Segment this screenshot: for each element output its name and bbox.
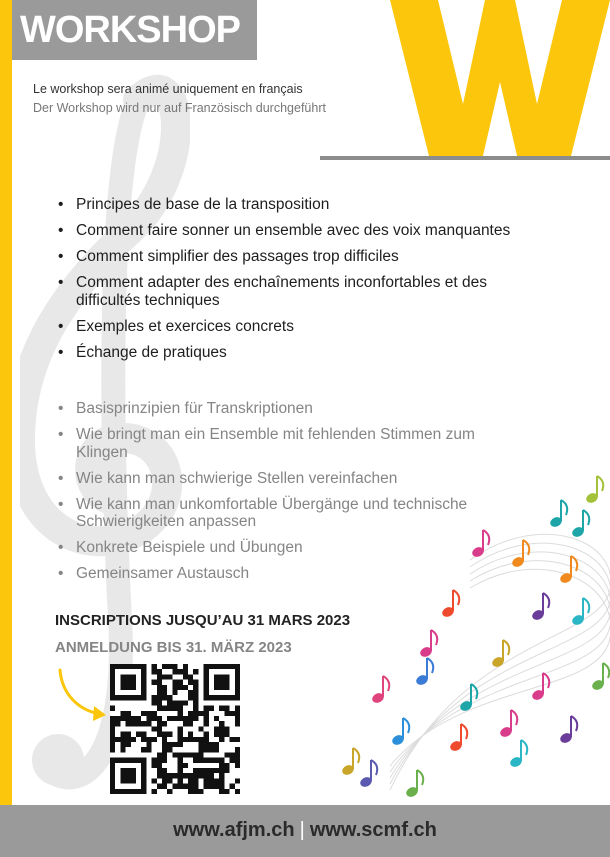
footer-separator: | — [299, 819, 305, 841]
list-item: • Exemples et exercices concrets — [55, 318, 525, 336]
subtitle-de: Der Workshop wird nur auf Französisch durchgeführt — [33, 101, 326, 115]
registration-deadline-de: ANMELDUNG BIS 31. MÄRZ 2023 — [55, 639, 292, 656]
music-note-icon — [391, 718, 410, 747]
footer-links — [173, 819, 437, 842]
music-note-icon — [471, 530, 490, 559]
music-note-icon — [371, 676, 390, 705]
music-note-icon — [441, 590, 460, 619]
list-item: • Comment adapter des enchaînements inconfortables et des difficultés techniques — [55, 274, 525, 309]
music-note-icon — [559, 556, 578, 585]
music-note-icon — [549, 500, 568, 529]
list-item: • Wie kann man schwierige Stellen vereinfachen — [55, 470, 525, 488]
music-note-icon — [491, 640, 510, 669]
list-item: • Konkrete Beispiele und Übungen — [55, 539, 525, 557]
music-note-icon — [531, 593, 550, 622]
music-note-icon — [341, 748, 360, 777]
list-item: • Échange de pratiques — [55, 344, 525, 362]
link-afjm[interactable]: www.afjm.ch — [173, 819, 295, 841]
page-title: WORKSHOP — [20, 9, 240, 51]
list-item: • Comment faire sonner un ensemble avec des voix manquantes — [55, 222, 525, 240]
list-item: • Gemeinsamer Austausch — [55, 565, 525, 583]
music-note-icon — [449, 724, 468, 753]
music-note-icon — [359, 760, 378, 789]
music-note-icon — [559, 716, 578, 745]
list-item: • Wie kann man unkomfortable Übergänge und technische Schwierigkeiten anpassen — [55, 496, 525, 531]
music-note-icon — [419, 630, 438, 659]
big-w-letter — [390, 0, 610, 160]
list-item: • Comment simplifier des passages trop difficiles — [55, 248, 525, 266]
music-notes-decoration — [330, 470, 610, 810]
divider-line — [320, 156, 610, 160]
qr-code[interactable] — [110, 664, 240, 794]
music-note-icon — [591, 663, 610, 692]
music-note-icon — [499, 710, 518, 739]
left-accent-stripe — [0, 0, 12, 805]
topics-list-fr — [55, 196, 525, 370]
list-item: • Principes de base de la transposition — [55, 196, 525, 214]
footer-bar — [0, 805, 610, 857]
list-item: • Wie bringt man ein Ensemble mit fehlenden Stimmen zum Klingen — [55, 426, 525, 461]
link-scmf[interactable]: www.scmf.ch — [309, 819, 437, 841]
registration-deadline-fr: INSCRIPTIONS JUSQU’AU 31 MARS 2023 — [55, 612, 351, 629]
music-note-icon — [415, 658, 434, 687]
list-item: • Basisprinzipien für Transkriptionen — [55, 400, 525, 418]
subtitle-fr: Le workshop sera animé uniquement en français — [33, 82, 303, 96]
music-note-icon — [571, 510, 590, 539]
music-note-icon — [509, 740, 528, 769]
music-note-icon — [571, 598, 590, 627]
music-note-icon — [405, 770, 424, 799]
music-note-icon — [585, 476, 604, 505]
